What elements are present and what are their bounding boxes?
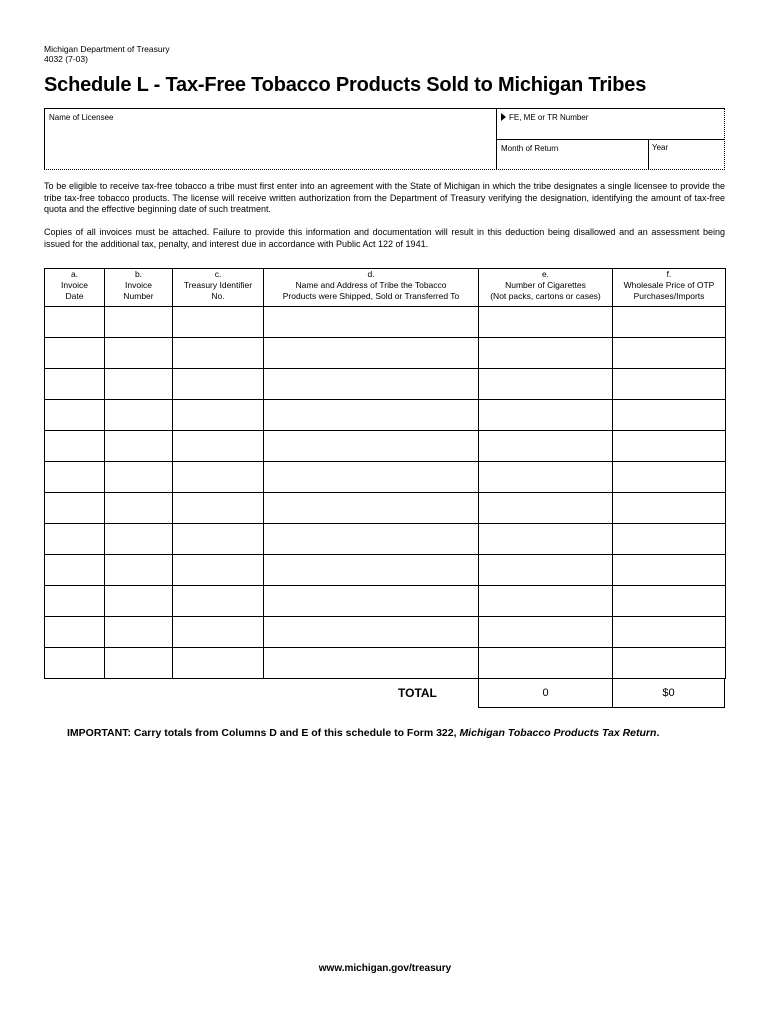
invoice-paragraph: Copies of all invoices must be attached. Failure to provide this information and documentation will result in this deduction being disallowed and an assessment being issued for the additional tax, penalty, and interest due in accordance with Public Act 122 of 1941. <box>44 227 725 249</box>
tribe-name-cell[interactable] <box>264 493 479 524</box>
invoice-number-cell[interactable] <box>105 369 173 400</box>
invoice-date-cell[interactable] <box>45 307 105 338</box>
invoice-date-cell[interactable] <box>45 338 105 369</box>
cigarettes-cell[interactable] <box>479 462 613 493</box>
column-header-treasury-id: c. Treasury Identifier No. <box>173 269 264 307</box>
cigarettes-cell[interactable] <box>479 338 613 369</box>
important-note <box>67 727 659 739</box>
invoice-date-cell[interactable] <box>45 369 105 400</box>
year-field[interactable] <box>649 153 724 169</box>
cigarettes-cell[interactable] <box>479 400 613 431</box>
invoice-number-cell[interactable] <box>105 555 173 586</box>
tribe-name-cell[interactable] <box>264 462 479 493</box>
year-label: Year <box>652 143 669 152</box>
tribe-name-cell[interactable] <box>264 617 479 648</box>
treasury-id-cell[interactable] <box>173 307 264 338</box>
wholesale-price-cell[interactable] <box>613 586 726 617</box>
invoice-number-cell[interactable] <box>105 462 173 493</box>
cigarettes-cell[interactable] <box>479 493 613 524</box>
invoice-number-cell[interactable] <box>105 431 173 462</box>
table-row <box>45 586 726 617</box>
treasury-id-cell[interactable] <box>173 648 264 679</box>
column-header-tribe-name-address: d. Name and Address of Tribe the Tobacco Products were Shipped, Sold or Transferred To <box>264 269 479 307</box>
tribe-name-cell[interactable] <box>264 586 479 617</box>
fe-number-label: FE, ME or TR Number <box>509 113 589 122</box>
table-row <box>45 369 726 400</box>
treasury-id-cell[interactable] <box>173 338 264 369</box>
invoice-number-cell[interactable] <box>105 338 173 369</box>
treasury-id-cell[interactable] <box>173 524 264 555</box>
important-note-end: . <box>656 727 660 739</box>
wholesale-price-cell[interactable] <box>613 555 726 586</box>
tribe-name-cell[interactable] <box>264 431 479 462</box>
important-note-text: IMPORTANT: Carry totals from Columns D and E of this schedule to Form 322, <box>67 727 460 739</box>
table-header-row <box>45 269 726 307</box>
tribe-name-cell[interactable] <box>264 369 479 400</box>
invoice-number-cell[interactable] <box>105 524 173 555</box>
invoice-number-cell[interactable] <box>105 400 173 431</box>
month-of-return-label: Month of Return <box>501 144 559 153</box>
page-title: Schedule L - Tax-Free Tobacco Products Sold to Michigan Tribes <box>44 74 647 96</box>
agency-name: Michigan Department of Treasury <box>44 44 170 54</box>
treasury-id-cell[interactable] <box>173 555 264 586</box>
column-header-wholesale-price: f. Wholesale Price of OTP Purchases/Imports <box>613 269 726 307</box>
cigarettes-cell[interactable] <box>479 431 613 462</box>
wholesale-price-cell[interactable] <box>613 524 726 555</box>
column-header-invoice-date: a. Invoice Date <box>45 269 105 307</box>
treasury-id-cell[interactable] <box>173 431 264 462</box>
table-row <box>45 400 726 431</box>
invoice-date-cell[interactable] <box>45 524 105 555</box>
treasury-id-cell[interactable] <box>173 493 264 524</box>
treasury-id-cell[interactable] <box>173 617 264 648</box>
eligibility-paragraph: To be eligible to receive tax-free tobacco a tribe must first enter into an agreement with the State of Michigan in which the tribe designates a single licensee to provide the tribe tax-free tobacco products. The license will receive written authorization from the Department of Treasury verifying the designation, identifying the amount of tax-free quota and the effective beginning date of such treatment. <box>44 181 725 215</box>
total-wholesale-field[interactable]: $0 <box>612 678 725 708</box>
table-row <box>45 307 726 338</box>
invoice-number-cell[interactable] <box>105 648 173 679</box>
invoice-number-cell[interactable] <box>105 617 173 648</box>
invoice-date-cell[interactable] <box>45 493 105 524</box>
tribe-name-cell[interactable] <box>264 555 479 586</box>
invoice-number-cell[interactable] <box>105 307 173 338</box>
treasury-id-cell[interactable] <box>173 400 264 431</box>
form-number: 4032 (7-03) <box>44 54 88 64</box>
table-row <box>45 555 726 586</box>
tribe-name-cell[interactable] <box>264 307 479 338</box>
table-row <box>45 338 726 369</box>
table-row <box>45 617 726 648</box>
table-row <box>45 648 726 679</box>
invoice-date-cell[interactable] <box>45 462 105 493</box>
table-row <box>45 431 726 462</box>
invoice-date-cell[interactable] <box>45 586 105 617</box>
treasury-id-cell[interactable] <box>173 586 264 617</box>
column-header-cigarettes: e. Number of Cigarettes (Not packs, cartons or cases) <box>479 269 613 307</box>
info-box-row-divider <box>496 139 725 140</box>
agency-header <box>44 44 170 64</box>
tribe-name-cell[interactable] <box>264 524 479 555</box>
invoice-table <box>44 268 726 679</box>
invoice-date-cell[interactable] <box>45 400 105 431</box>
wholesale-price-cell[interactable] <box>613 617 726 648</box>
wholesale-price-cell[interactable] <box>613 462 726 493</box>
fe-number-field[interactable] <box>497 124 724 138</box>
total-label: TOTAL <box>398 686 437 700</box>
wholesale-price-cell[interactable] <box>613 648 726 679</box>
treasury-id-cell[interactable] <box>173 369 264 400</box>
wholesale-price-cell[interactable] <box>613 400 726 431</box>
invoice-date-cell[interactable] <box>45 431 105 462</box>
invoice-date-cell[interactable] <box>45 648 105 679</box>
form-322-name: Michigan Tobacco Products Tax Return <box>459 727 657 739</box>
cigarettes-cell[interactable] <box>479 617 613 648</box>
cigarettes-cell[interactable] <box>479 648 613 679</box>
licensee-name-field[interactable] <box>45 124 495 169</box>
wholesale-price-cell[interactable] <box>613 369 726 400</box>
table-row <box>45 462 726 493</box>
table-body <box>45 307 726 679</box>
invoice-date-cell[interactable] <box>45 617 105 648</box>
month-of-return-field[interactable] <box>497 153 647 169</box>
tribe-name-cell[interactable] <box>264 648 479 679</box>
cigarettes-cell[interactable] <box>479 555 613 586</box>
cigarettes-cell[interactable] <box>479 586 613 617</box>
invoice-number-cell[interactable] <box>105 493 173 524</box>
table-row <box>45 493 726 524</box>
cigarettes-cell[interactable] <box>479 307 613 338</box>
cigarettes-cell[interactable] <box>479 524 613 555</box>
cigarettes-cell[interactable] <box>479 369 613 400</box>
wholesale-price-cell[interactable] <box>613 493 726 524</box>
total-cigarettes-field[interactable]: 0 <box>478 678 613 708</box>
arrow-right-icon <box>501 113 506 121</box>
wholesale-price-cell[interactable] <box>613 307 726 338</box>
treasury-website-link[interactable]: www.michigan.gov/treasury <box>318 963 452 974</box>
tribe-name-cell[interactable] <box>264 338 479 369</box>
tribe-name-cell[interactable] <box>264 400 479 431</box>
column-header-invoice-number: b. Invoice Number <box>105 269 173 307</box>
treasury-id-cell[interactable] <box>173 462 264 493</box>
wholesale-price-cell[interactable] <box>613 338 726 369</box>
invoice-date-cell[interactable] <box>45 555 105 586</box>
table-row <box>45 524 726 555</box>
invoice-number-cell[interactable] <box>105 586 173 617</box>
wholesale-price-cell[interactable] <box>613 431 726 462</box>
licensee-name-label: Name of Licensee <box>49 113 114 122</box>
